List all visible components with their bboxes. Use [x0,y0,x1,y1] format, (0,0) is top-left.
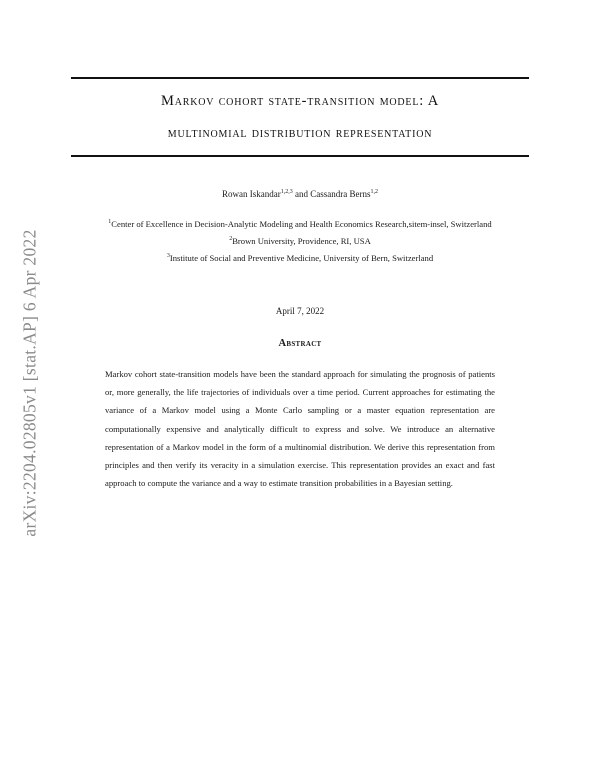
abstract-heading: Abstract [278,338,322,349]
arxiv-identifier: arXiv:2204.02805v1 [stat.AP] 6 Apr 2022 [19,229,40,537]
paper-date: April 7, 2022 [275,306,325,316]
affiliation-number: 3 [166,253,170,260]
affiliation-number: 2 [229,236,233,243]
affiliation-3 [0,253,600,263]
affiliation-number: 1 [108,219,112,226]
affiliation-2 [0,236,600,246]
author-name: Rowan Iskandar [222,189,281,199]
affiliation-text: Center of Excellence in Decision-Analytic Modeling and Health Economics Research,sitem-insel, Switzerland [111,219,492,229]
abstract-body: Markov cohort state-transition models have been the standard approach for simulating the prognosis of patients or, more generally, the life trajectories of individuals over a time period. Current approaches for estimating the variance of a Markov model using a Monte Carlo sampling or a master equation representation are computationally expensive and analytically difficult to express and solve. We introduce an alternative representation of a Markov model in the form of a multinomial distribution. We derive this representation from principles and then verify its veracity in a simulation exercise. This representation provides an exact and fast approach to compute the variance and a way to estimate transition probabilities in a Bayesian setting. [105,369,495,489]
affiliation-text: Brown University, Providence, RI, USA [232,236,371,246]
paper-title-line-2: multinomial distribution representation [167,125,433,141]
affiliation-1 [0,219,600,229]
author-affiliation-marks: 1,2,3 [280,189,293,195]
title-bottom-rule [71,155,529,157]
title-top-rule [71,77,529,79]
author-name: Cassandra Berns [310,189,371,199]
affiliation-text: Institute of Social and Preventive Medicine, University of Bern, Switzerland [169,253,434,263]
author-list [0,189,600,199]
author-conjunction: and [292,189,311,199]
paper-title-line-1: Markov cohort state-transition model: A [161,93,439,109]
author-affiliation-marks: 1,2 [370,189,378,195]
